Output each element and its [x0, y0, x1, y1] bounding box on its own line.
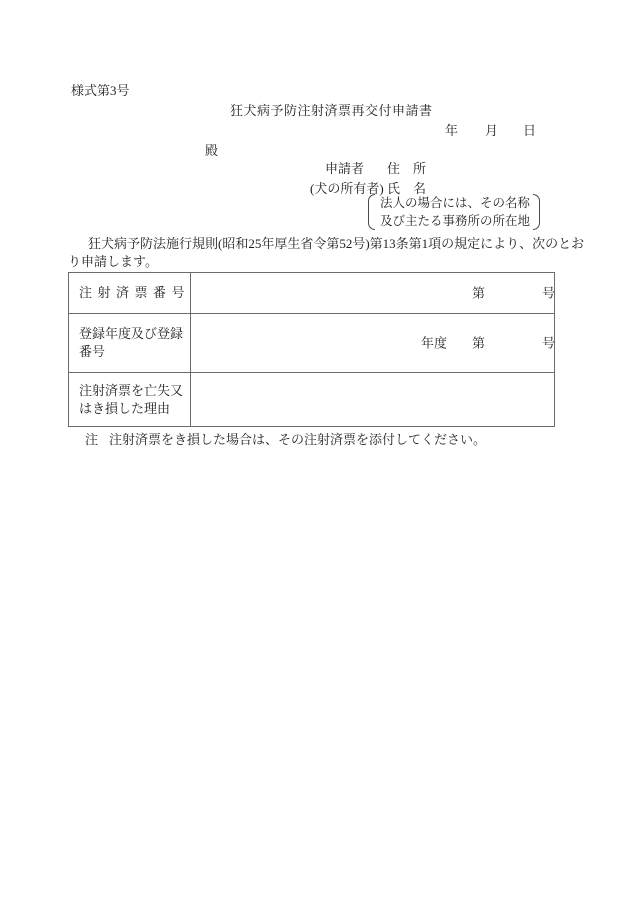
month-label: 月	[485, 123, 499, 138]
row-label: 注射済票番号	[79, 285, 191, 300]
left-bracket	[368, 194, 375, 230]
name-label: 氏 名	[387, 181, 427, 196]
certificate-number-field	[191, 273, 554, 313]
footnote	[85, 433, 486, 446]
row-label-cell	[69, 314, 191, 372]
row-label-cell	[69, 273, 191, 313]
reason-field	[191, 373, 554, 426]
registration-number-field	[191, 314, 554, 372]
number-suffix-go: 号	[542, 335, 556, 351]
year-label: 年	[445, 123, 459, 138]
row-label: 注射済票を亡失又	[79, 382, 184, 398]
footnote-text: 注射済票をき損した場合は、その注射済票を添付してください。	[109, 432, 487, 447]
addressee-suffix: 殿	[205, 143, 219, 158]
table-row-registration	[69, 313, 554, 372]
footnote-label: 注	[85, 432, 99, 447]
row-label: はき損した理由	[79, 400, 171, 416]
applicant-label: 申請者	[325, 161, 365, 176]
row-label-cell	[69, 373, 191, 426]
number-suffix-go: 号	[542, 285, 556, 301]
corporate-note-line: 法人の場合には、その名称	[380, 196, 531, 210]
body-paragraph-line: 狂犬病予防法施行規則(昭和25年厚生省令第52号)第13条第1項の規定により、次のとお	[88, 236, 585, 251]
day-label: 日	[523, 123, 537, 138]
body-paragraph-line: り申請します。	[68, 254, 158, 269]
fiscal-year-label: 年度	[421, 335, 448, 351]
document-title: 狂犬病予防注射済票再交付申請書	[230, 103, 433, 118]
right-bracket	[533, 194, 540, 230]
dog-owner-label: (犬の所有者)	[310, 181, 384, 196]
application-table	[68, 272, 555, 427]
corporate-note-line: 及び主たる事務所の所在地	[380, 214, 531, 228]
number-prefix-dai: 第	[472, 335, 486, 351]
form-number: 様式第3号	[71, 83, 130, 98]
table-row-certificate-number	[69, 273, 554, 313]
row-label: 登録年度及び登録	[79, 326, 184, 341]
table-row-reason	[69, 372, 554, 426]
number-prefix-dai: 第	[472, 285, 486, 301]
row-label: 番号	[79, 344, 106, 359]
corporate-note	[368, 194, 540, 230]
address-label: 住 所	[387, 161, 427, 176]
